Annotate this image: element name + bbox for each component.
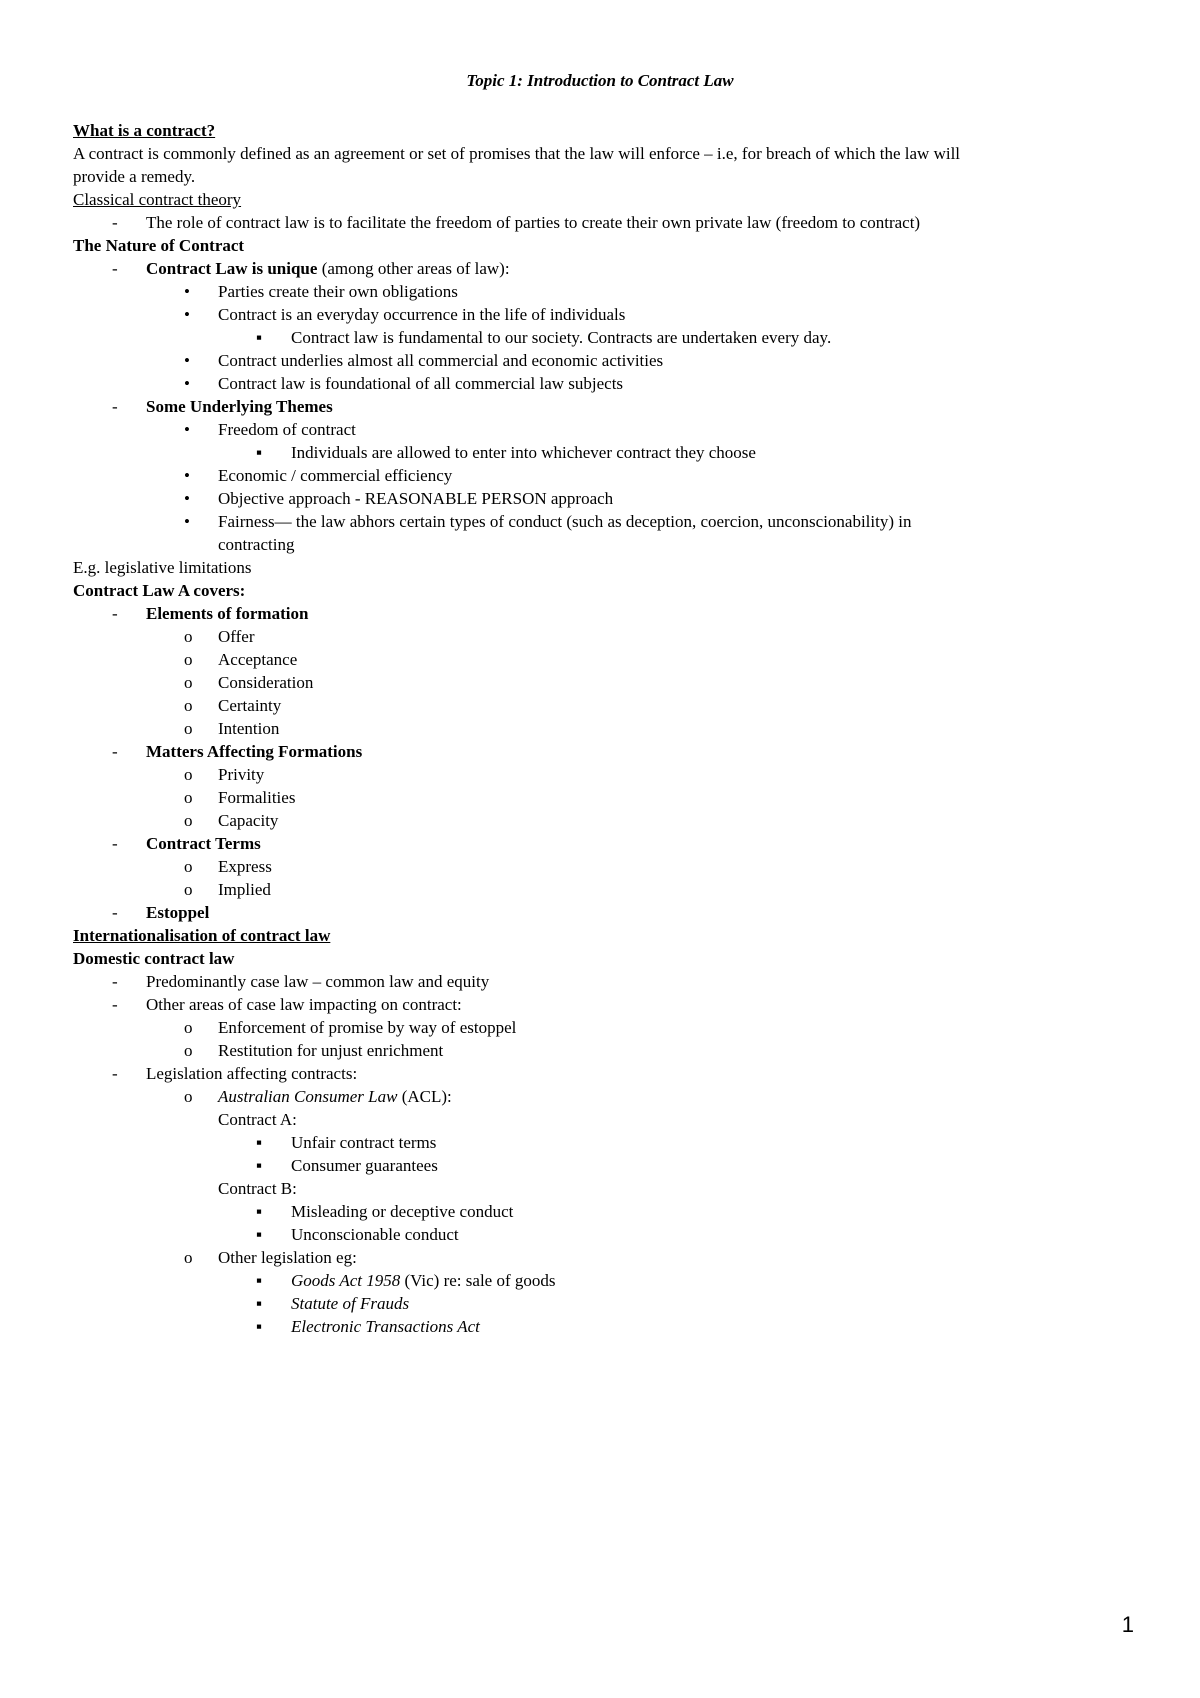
square-marker: ▪ bbox=[256, 1225, 263, 1244]
dash-marker: - bbox=[112, 903, 118, 922]
dash-marker: - bbox=[112, 742, 118, 761]
list-item: Misleading or deceptive conduct bbox=[291, 1202, 514, 1221]
bullet-marker: • bbox=[184, 282, 190, 301]
list-item: Restitution for unjust enrichment bbox=[218, 1041, 444, 1060]
list-item bbox=[218, 1086, 452, 1108]
list-item: Unconscionable conduct bbox=[291, 1225, 459, 1244]
contract-a-label: Contract A: bbox=[218, 1110, 297, 1129]
list-item: Capacity bbox=[218, 811, 279, 830]
list-item: Contract law is fundamental to our society. Contracts are undertaken every day. bbox=[291, 328, 832, 347]
circle-marker: o bbox=[184, 857, 193, 876]
square-marker: ▪ bbox=[256, 1317, 263, 1336]
dash-marker: - bbox=[112, 972, 118, 991]
list-item: Freedom of contract bbox=[218, 420, 356, 439]
list-item: Consumer guarantees bbox=[291, 1156, 438, 1175]
nature-heading: The Nature of Contract bbox=[73, 236, 245, 255]
square-marker: ▪ bbox=[256, 328, 263, 347]
domestic-heading: Domestic contract law bbox=[73, 949, 235, 968]
list-item: Contract underlies almost all commercial and economic activities bbox=[218, 351, 664, 370]
list-item: Fairness— the law abhors certain types of conduct (such as deception, coercion, unconscionability) in bbox=[218, 512, 912, 531]
list-item: Contract is an everyday occurrence in the life of individuals bbox=[218, 305, 626, 324]
bullet-marker: • bbox=[184, 305, 190, 324]
list-item: Individuals are allowed to enter into whichever contract they choose bbox=[291, 443, 756, 462]
circle-marker: o bbox=[184, 1087, 193, 1106]
list-item: Other areas of case law impacting on contract: bbox=[146, 995, 462, 1014]
circle-marker: o bbox=[184, 1248, 193, 1267]
list-item: Predominantly case law – common law and equity bbox=[146, 972, 490, 991]
circle-marker: o bbox=[184, 765, 193, 784]
dash-marker: - bbox=[112, 259, 118, 278]
list-item: Consideration bbox=[218, 673, 314, 692]
list-item: Statute of Frauds bbox=[291, 1294, 410, 1313]
themes-heading: Some Underlying Themes bbox=[146, 397, 333, 416]
list-item: Electronic Transactions Act bbox=[291, 1317, 480, 1336]
circle-marker: o bbox=[184, 788, 193, 807]
definition-line: provide a remedy. bbox=[73, 167, 196, 186]
square-marker: ▪ bbox=[256, 1156, 263, 1175]
circle-marker: o bbox=[184, 673, 193, 692]
list-item: Certainty bbox=[218, 696, 282, 715]
goods-act-italic: Goods Act 1958 bbox=[291, 1271, 401, 1290]
estoppel-heading: Estoppel bbox=[146, 903, 210, 922]
covers-heading: Contract Law A covers: bbox=[73, 581, 246, 600]
circle-marker: o bbox=[184, 880, 193, 899]
unique-rest: (among other areas of law): bbox=[317, 259, 510, 278]
circle-marker: o bbox=[184, 696, 193, 715]
dash-marker: - bbox=[112, 1064, 118, 1083]
square-marker: ▪ bbox=[256, 1202, 263, 1221]
dash-marker: - bbox=[112, 995, 118, 1014]
terms-heading: Contract Terms bbox=[146, 834, 261, 853]
list-item: Other legislation eg: bbox=[218, 1248, 357, 1267]
list-item: Legislation affecting contracts: bbox=[146, 1064, 358, 1083]
circle-marker: o bbox=[184, 1041, 193, 1060]
square-marker: ▪ bbox=[256, 1294, 263, 1313]
circle-marker: o bbox=[184, 1018, 193, 1037]
list-item: Economic / commercial efficiency bbox=[218, 466, 453, 485]
dash-marker: - bbox=[112, 604, 118, 623]
list-item: Unfair contract terms bbox=[291, 1133, 437, 1152]
intl-heading: Internationalisation of contract law bbox=[73, 926, 331, 945]
what-is-heading: What is a contract? bbox=[73, 121, 216, 140]
circle-marker: o bbox=[184, 719, 193, 738]
bullet-marker: • bbox=[184, 374, 190, 393]
square-marker: ▪ bbox=[256, 1133, 263, 1152]
list-item: Offer bbox=[218, 627, 255, 646]
bullet-marker: • bbox=[184, 489, 190, 508]
list-item: Intention bbox=[218, 719, 280, 738]
definition-line: A contract is commonly defined as an agreement or set of promises that the law will enforce – i.e, for breach of which the law will bbox=[73, 144, 961, 163]
dash-marker: - bbox=[112, 213, 118, 232]
circle-marker: o bbox=[184, 627, 193, 646]
bullet-marker: • bbox=[184, 466, 190, 485]
acl-rest: (ACL): bbox=[397, 1087, 452, 1106]
list-item: Contract law is foundational of all commercial law subjects bbox=[218, 374, 624, 393]
list-item: Express bbox=[218, 857, 272, 876]
list-item: Implied bbox=[218, 880, 271, 899]
page-number: 1 bbox=[1121, 1612, 1134, 1637]
list-item-continuation: contracting bbox=[218, 535, 295, 554]
list-item bbox=[291, 1270, 555, 1292]
goods-act-rest: (Vic) re: sale of goods bbox=[400, 1271, 556, 1290]
classical-heading: Classical contract theory bbox=[73, 190, 242, 209]
list-item: The role of contract law is to facilitate the freedom of parties to create their own private law (freedom to contract) bbox=[146, 213, 921, 232]
dash-marker: - bbox=[112, 397, 118, 416]
list-item: Formalities bbox=[218, 788, 296, 807]
acl-italic: Australian Consumer Law bbox=[218, 1087, 398, 1106]
bullet-marker: • bbox=[184, 512, 190, 531]
bullet-marker: • bbox=[184, 351, 190, 370]
page-title: Topic 1: Introduction to Contract Law bbox=[466, 71, 734, 90]
square-marker: ▪ bbox=[256, 1271, 263, 1290]
circle-marker: o bbox=[184, 811, 193, 830]
bullet-marker: • bbox=[184, 420, 190, 439]
list-item: Privity bbox=[218, 765, 265, 784]
list-item: Enforcement of promise by way of estoppel bbox=[218, 1018, 517, 1037]
circle-marker: o bbox=[184, 650, 193, 669]
list-item bbox=[146, 258, 510, 280]
list-item: Objective approach - REASONABLE PERSON approach bbox=[218, 489, 614, 508]
unique-bold: Contract Law is unique bbox=[146, 259, 318, 278]
matters-heading: Matters Affecting Formations bbox=[146, 742, 363, 761]
dash-marker: - bbox=[112, 834, 118, 853]
list-item: Acceptance bbox=[218, 650, 298, 669]
contract-b-label: Contract B: bbox=[218, 1179, 297, 1198]
formation-heading: Elements of formation bbox=[146, 604, 309, 623]
square-marker: ▪ bbox=[256, 443, 263, 462]
list-item: Parties create their own obligations bbox=[218, 282, 458, 301]
eg-line: E.g. legislative limitations bbox=[73, 558, 252, 577]
